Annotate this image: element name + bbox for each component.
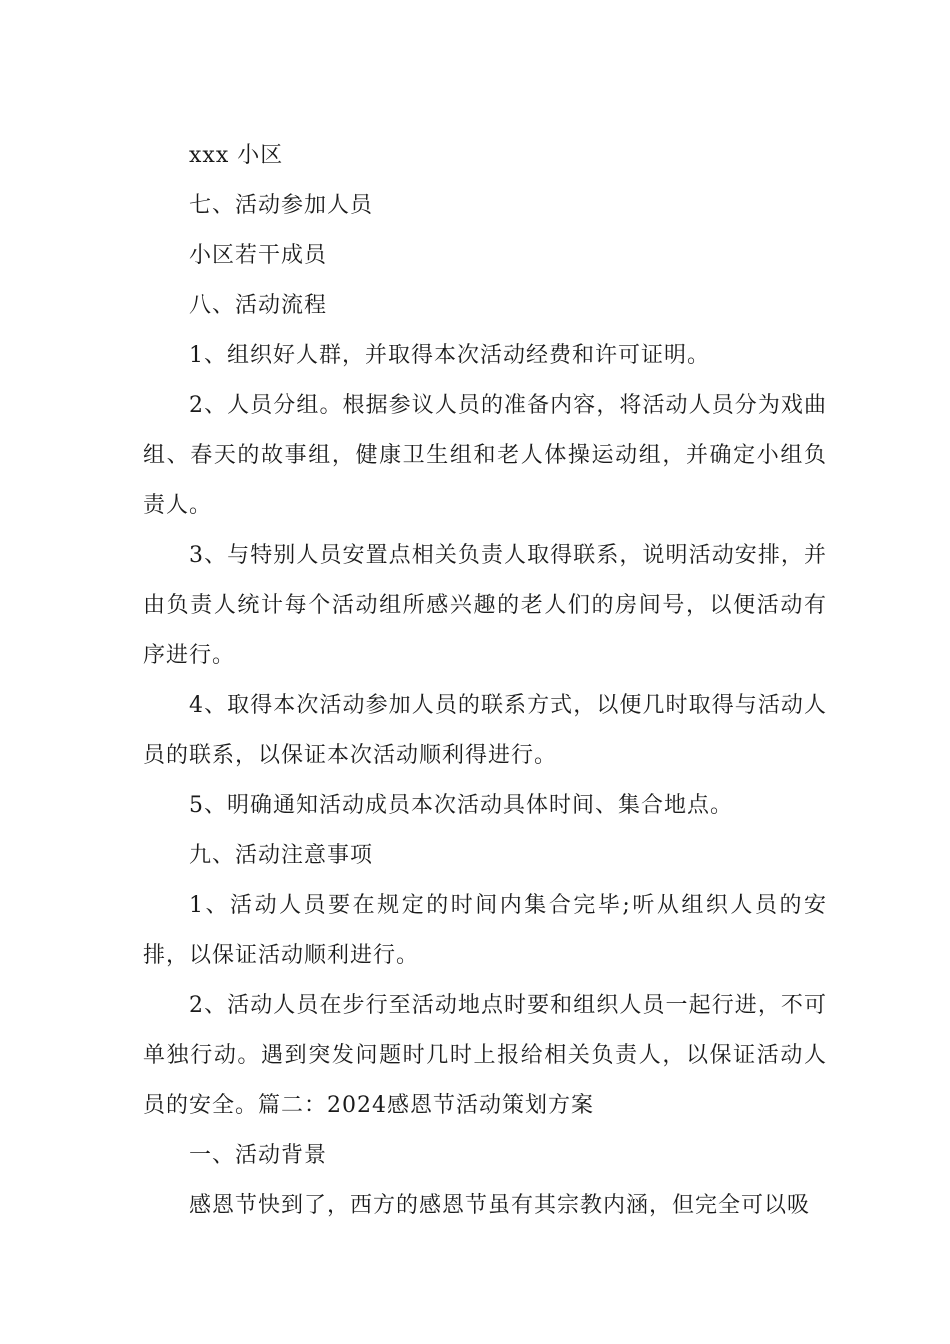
document-body <box>143 131 827 1231</box>
process-step-3: 3、与特别人员安置点相关负责人取得联系，说明活动安排，并由负责人统计每个活动组所感兴趣的老人们的房间号，以便活动有序进行。 <box>143 543 827 668</box>
process-step-5: 5、明确通知活动成员本次活动具体时间、集合地点。 <box>189 793 733 818</box>
precaution-2: 2、活动人员在步行至活动地点时要和组织人员一起行进，不可单独行动。遇到突发问题时几时上报给相关负责人，以保证活动人员的安全。篇二：2024感恩节活动策划方案 <box>143 993 827 1118</box>
process-step-2: 2、人员分组。根据参议人员的准备内容，将活动人员分为戏曲组、春天的故事组，健康卫生组和老人体操运动组，并确定小组负责人。 <box>143 393 827 518</box>
heading-precautions: 九、活动注意事项 <box>189 843 374 868</box>
paragraph-location: xxx 小区 <box>189 143 284 168</box>
heading-background: 一、活动背景 <box>189 1143 328 1168</box>
process-step-4: 4、取得本次活动参加人员的联系方式，以便几时取得与活动人员的联系，以保证本次活动顺利得进行。 <box>143 693 827 768</box>
heading-process: 八、活动流程 <box>189 293 328 318</box>
paragraph-participants: 小区若干成员 <box>189 243 328 268</box>
paragraph-background: 感恩节快到了，西方的感恩节虽有其宗教内涵，但完全可以吸 <box>189 1193 811 1218</box>
precaution-1: 1、活动人员要在规定的时间内集合完毕;听从组织人员的安排，以保证活动顺利进行。 <box>143 893 827 968</box>
heading-participants: 七、活动参加人员 <box>189 193 374 218</box>
process-step-1: 1、组织好人群，并取得本次活动经费和许可证明。 <box>189 343 710 368</box>
